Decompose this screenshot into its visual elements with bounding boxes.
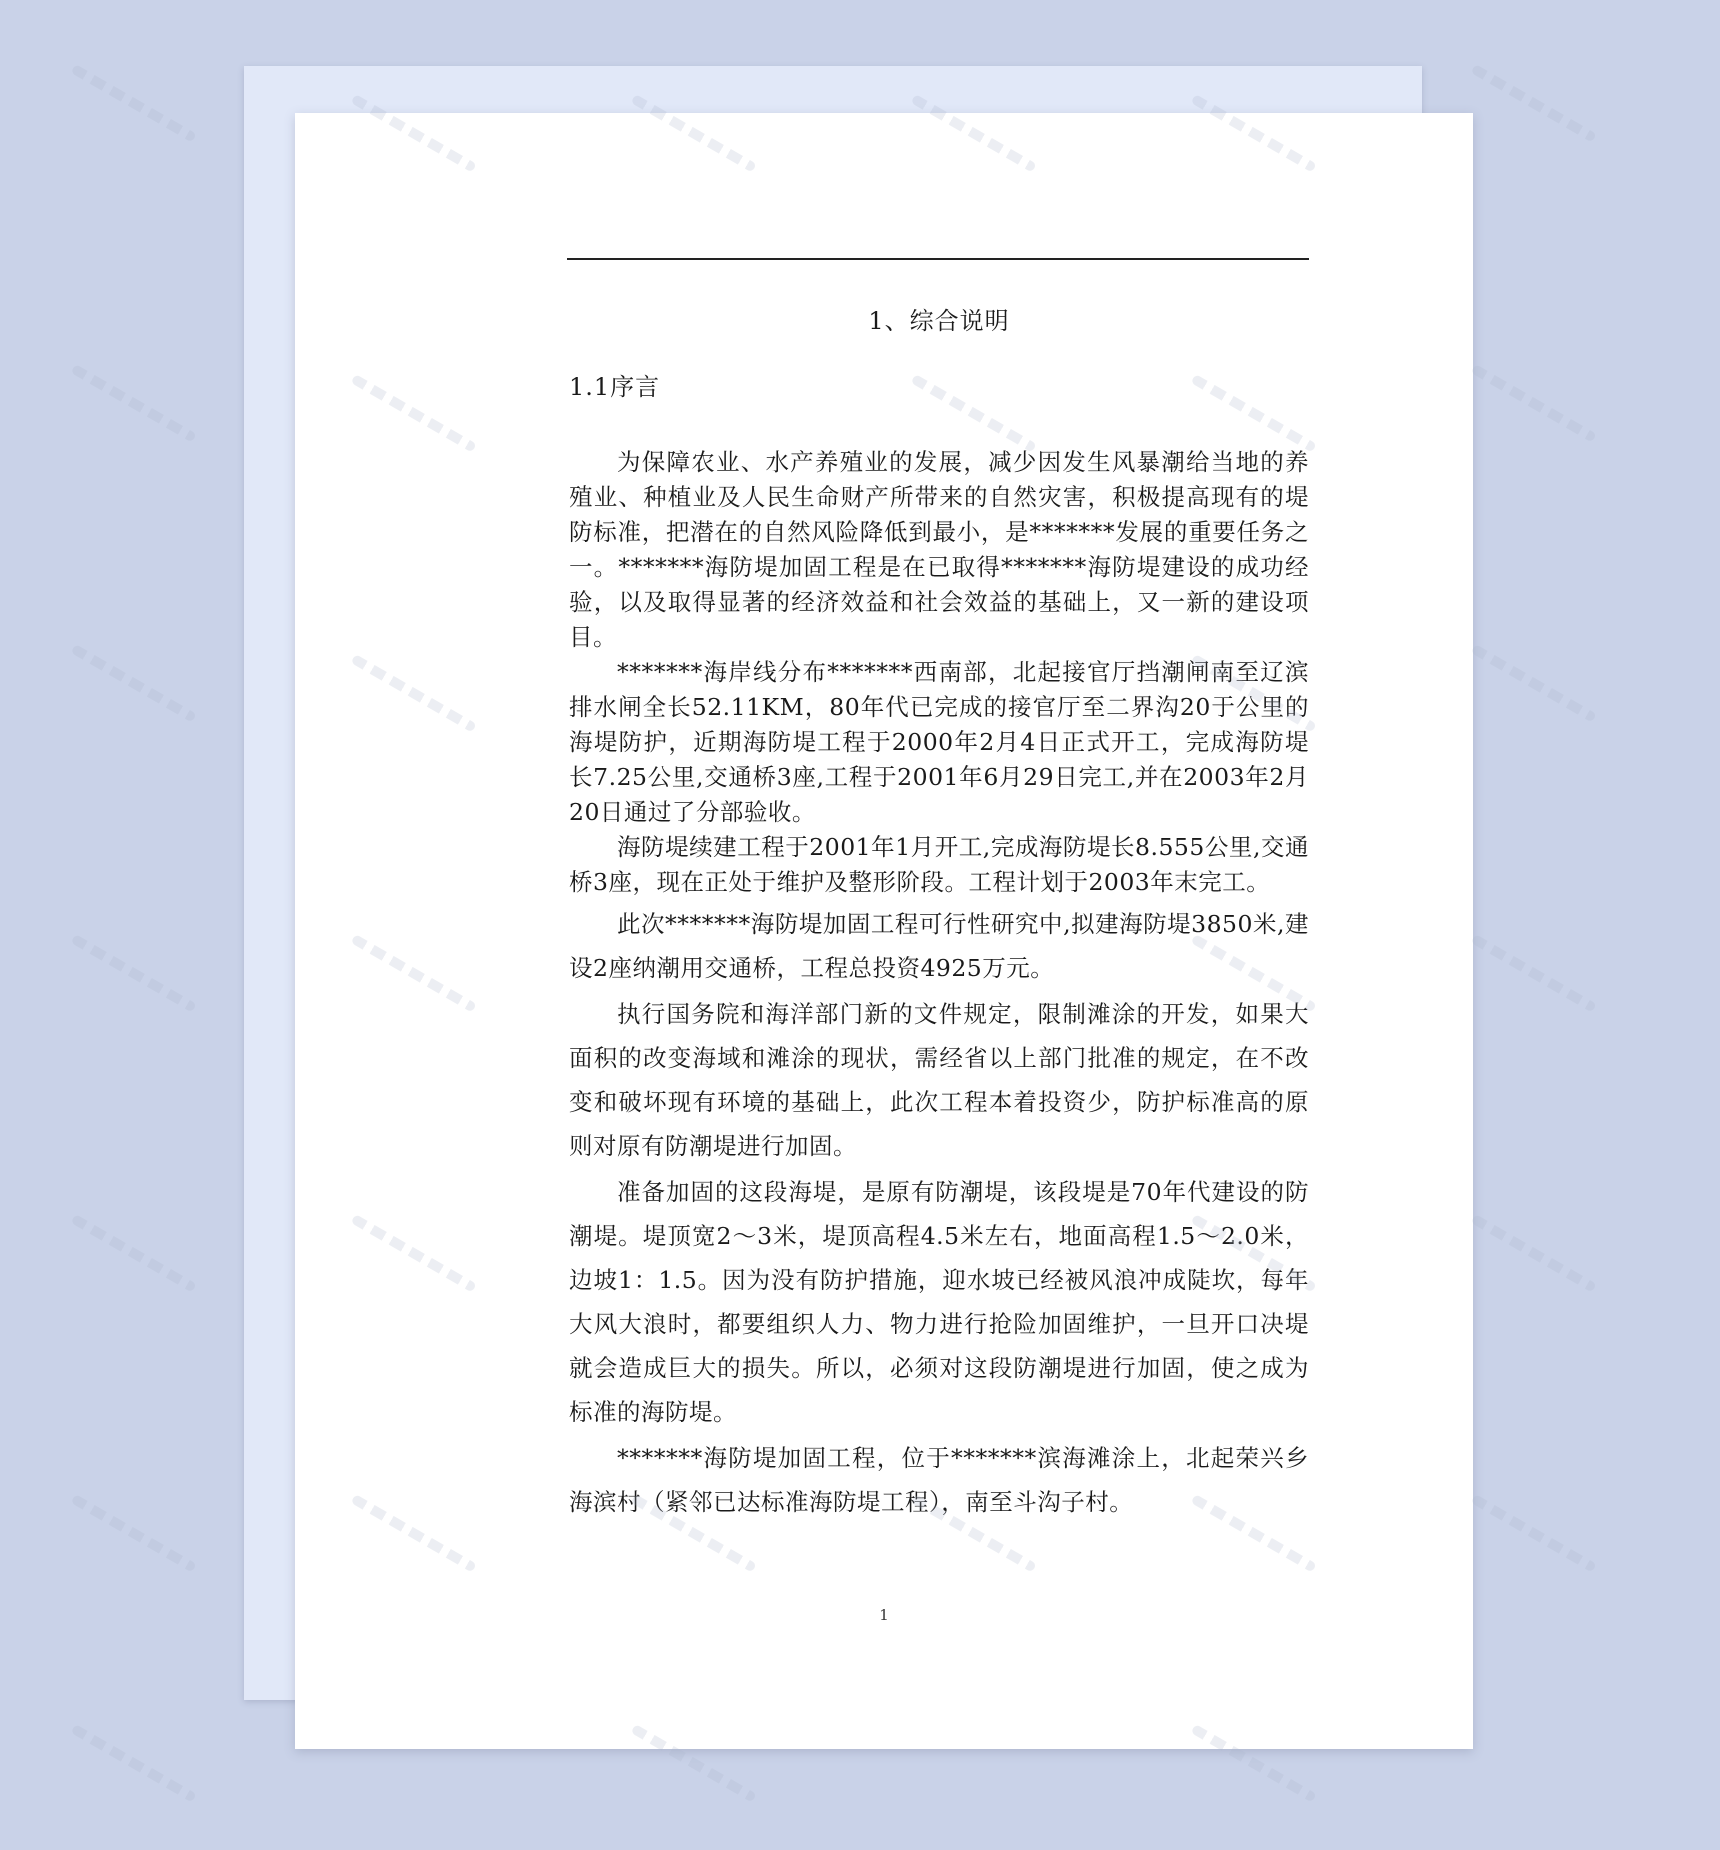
- page-number: 1: [879, 1606, 889, 1624]
- paragraph: 海防堤续建工程于2001年1月开工,完成海防堤长8.555公里,交通桥3座，现在正处于维护及整形阶段。工程计划于2003年末完工。: [569, 833, 1309, 896]
- paragraph: 执行国务院和海洋部门新的文件规定，限制滩涂的开发，如果大面积的改变海域和滩涂的现状，需经省以上部门批准的规定，在不改变和破坏现有环境的基础上，此次工程本着投资少，防护标准高的原则对原有防潮堤进行加固。: [569, 1000, 1309, 1160]
- header-rule: [567, 258, 1309, 260]
- subsection-heading: 1.1序言: [569, 373, 661, 401]
- watermark: [1455, 40, 1646, 191]
- paragraph: 为保障农业、水产养殖业的发展，减少因发生风暴潮给当地的养殖业、种植业及人民生命财产所带来的自然灾害，积极提高现有的堤防标准，把潜在的自然风险降低到最小，是*******发展的重要任务之一。*******海防堤加固工程是在已取得*******海防堤建设的成功经验，以及取得显著的经济效益和社会效益的基础上，又一新的建设项目。: [569, 448, 1309, 651]
- paragraph: *******海防堤加固工程，位于*******滨海滩涂上，北起荣兴乡海滨村（紧邻已达标准海防堤工程），南至斗沟子村。: [569, 1444, 1309, 1516]
- watermark: [55, 1190, 246, 1341]
- section-heading: 1、综合说明: [868, 307, 1010, 335]
- watermark: [1455, 910, 1646, 1061]
- watermark: [55, 910, 246, 1061]
- watermark: [55, 1470, 246, 1621]
- page-content: [569, 303, 1309, 1524]
- watermark: [55, 40, 246, 191]
- paragraph: 准备加固的这段海堤，是原有防潮堤，该段堤是70年代建设的防潮堤。堤顶宽2～3米，堤顶高程4.5米左右，地面高程1.5～2.0米，边坡1：1.5。因为没有防护措施，迎水坡已经被风浪冲成陡坎，每年大风大浪时，都要组织人力、物力进行抢险加固维护，一旦开口决堤就会造成巨大的损失。所以，必须对这段防潮堤进行加固，使之成为标准的海防堤。: [569, 1178, 1309, 1426]
- paragraph: *******海岸线分布*******西南部，北起接官厅挡潮闸南至辽滨排水闸全长52.11KM，80年代已完成的接官厅至二界沟20于公里的海堤防护，近期海防堤工程于2000年2月4日正式开工，完成海防堤长7.25公里,交通桥3座,工程于2001年6月29日完工,并在2003年2月20日通过了分部验收。: [569, 658, 1309, 826]
- watermark: [55, 1700, 246, 1850]
- document-page: [295, 113, 1473, 1749]
- paragraph: 此次*******海防堤加固工程可行性研究中,拟建海防堤3850米,建设2座纳潮用交通桥，工程总投资4925万元。: [569, 910, 1309, 982]
- watermark: [1455, 340, 1646, 491]
- watermark: [1455, 1190, 1646, 1341]
- watermark: [1455, 1470, 1646, 1621]
- watermark: [55, 620, 246, 771]
- watermark: [1455, 620, 1646, 771]
- watermark: [55, 340, 246, 491]
